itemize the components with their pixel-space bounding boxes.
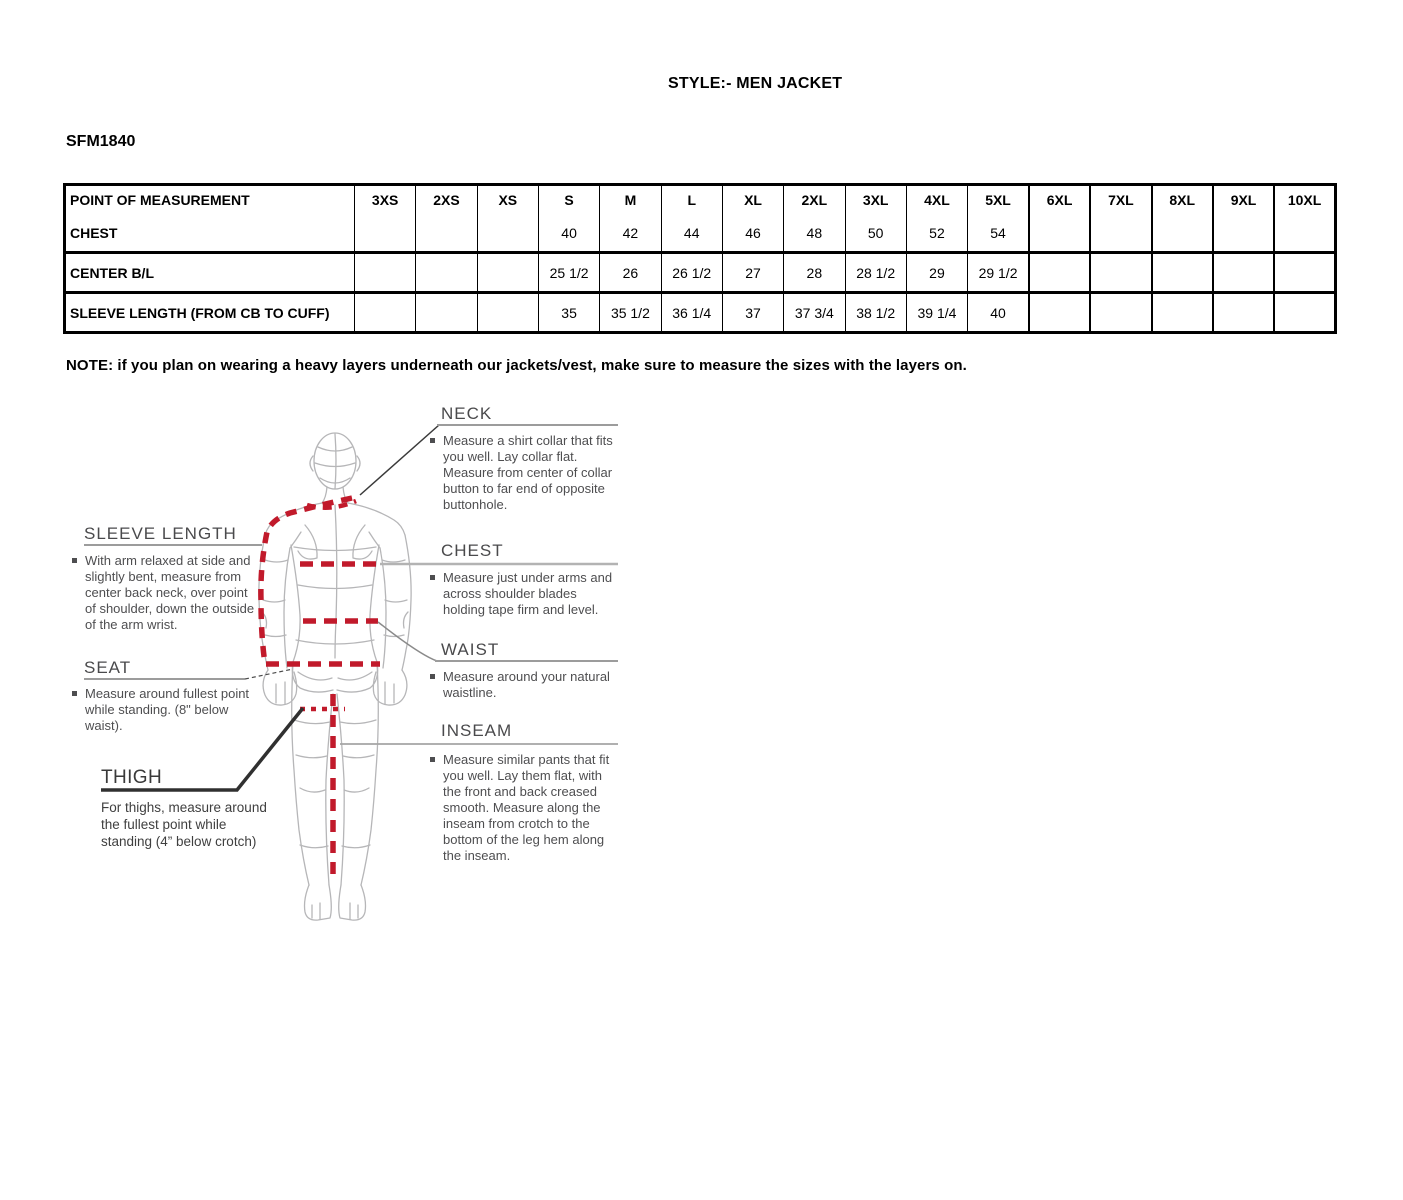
table-cell: 28	[784, 253, 845, 293]
table-cell: 27	[722, 253, 783, 293]
table-row	[65, 214, 1336, 253]
table-cell	[1213, 293, 1274, 333]
guide-text-seat: Measure around fullest point while standing. (8" below waist).	[72, 686, 257, 734]
table-cell	[1274, 293, 1335, 333]
table-cell	[1152, 293, 1213, 333]
table-cell: 54	[968, 214, 1029, 253]
bullet-square	[430, 757, 435, 762]
column-header-size: XS	[477, 185, 538, 215]
column-header-size: M	[600, 185, 661, 215]
neck-dash-line	[307, 501, 356, 508]
column-header-size: 4XL	[906, 185, 967, 215]
guide-text-inseam: Measure similar pants that fit you well. Lay them flat, with the front and back creased smooth. Measure along the inseam from crotch to the bottom of the leg hem along the inseam.	[430, 752, 619, 864]
table-cell: 29	[906, 253, 967, 293]
bullet-square	[72, 558, 77, 563]
table-cell	[355, 293, 416, 333]
guide-heading-waist: WAIST	[441, 640, 500, 659]
bullet-square	[430, 438, 435, 443]
row-label: CHEST	[65, 214, 355, 253]
table-cell: 28 1/2	[845, 253, 906, 293]
table-cell	[355, 253, 416, 293]
column-header-size: 3XL	[845, 185, 906, 215]
guide-heading-chest: CHEST	[441, 541, 504, 560]
table-cell: 38 1/2	[845, 293, 906, 333]
table-cell	[1090, 214, 1151, 253]
column-header-size: 8XL	[1152, 185, 1213, 215]
guide-heading-seat: SEAT	[84, 658, 132, 677]
table-cell	[1152, 214, 1213, 253]
table-cell	[1029, 253, 1090, 293]
table-cell	[1090, 253, 1151, 293]
column-header-size: 7XL	[1090, 185, 1151, 215]
table-cell	[355, 214, 416, 253]
size-table	[63, 183, 1337, 334]
table-cell: 29 1/2	[968, 253, 1029, 293]
guide-text-chest: Measure just under arms and across shoulder blades holding tape firm and level.	[430, 570, 619, 618]
guide-heading-neck: NECK	[441, 404, 493, 423]
guide-text-thigh: For thighs, measure around the fullest point while standing (4” below crotch)	[101, 800, 267, 849]
column-header-point-of-measurement: POINT OF MEASUREMENT	[65, 185, 355, 215]
guide-heading-thigh: THIGH	[101, 767, 163, 788]
column-header-size: 10XL	[1274, 185, 1335, 215]
table-cell: 46	[722, 214, 783, 253]
bullet-square	[72, 691, 77, 696]
body-wireframe	[259, 433, 411, 920]
guide-heading-sleeve-length: SLEEVE LENGTH	[84, 524, 237, 543]
guide-text-sleeve-length: With arm relaxed at side and slightly bent, measure from center back neck, over point of shoulder, down the outside of the arm wrist.	[72, 553, 257, 633]
bullet-square	[430, 674, 435, 679]
table-cell: 48	[784, 214, 845, 253]
column-header-size: 2XS	[416, 185, 477, 215]
table-cell: 37 3/4	[784, 293, 845, 333]
table-cell	[477, 214, 538, 253]
column-header-size: S	[538, 185, 599, 215]
table-row	[65, 293, 1336, 333]
table-cell: 35 1/2	[600, 293, 661, 333]
table-cell	[1029, 214, 1090, 253]
table-cell	[477, 293, 538, 333]
table-cell: 40	[968, 293, 1029, 333]
table-cell: 26 1/2	[661, 253, 722, 293]
column-header-size: 5XL	[968, 185, 1029, 215]
table-cell: 44	[661, 214, 722, 253]
table-cell	[1090, 293, 1151, 333]
table-cell: 37	[722, 293, 783, 333]
table-cell	[1274, 214, 1335, 253]
table-cell: 35	[538, 293, 599, 333]
table-cell: 25 1/2	[538, 253, 599, 293]
sleeve-dash-line	[261, 498, 352, 664]
guide-heading-inseam: INSEAM	[441, 721, 513, 740]
column-header-size: XL	[722, 185, 783, 215]
row-label: SLEEVE LENGTH (FROM CB TO CUFF)	[65, 293, 355, 333]
note-text: NOTE: if you plan on wearing a heavy layers underneath our jackets/vest, make sure to measure the sizes with the layers on.	[66, 357, 967, 374]
style-code: SFM1840	[66, 133, 136, 150]
column-header-size: 6XL	[1029, 185, 1090, 215]
table-cell: 52	[906, 214, 967, 253]
table-cell: 26	[600, 253, 661, 293]
header-row	[65, 185, 1336, 215]
table-cell	[416, 293, 477, 333]
guide-text-neck: Measure a shirt collar that fits you well. Lay collar flat. Measure from center of collar button to far end of opposite buttonhole.	[430, 433, 619, 513]
table-cell	[1274, 253, 1335, 293]
table-cell	[1213, 253, 1274, 293]
bullet-square	[430, 575, 435, 580]
table-cell	[1029, 293, 1090, 333]
size-table-body	[65, 214, 1336, 333]
table-cell: 42	[600, 214, 661, 253]
table-cell: 36 1/4	[661, 293, 722, 333]
table-cell	[416, 253, 477, 293]
column-header-size: L	[661, 185, 722, 215]
table-cell	[1152, 253, 1213, 293]
table-cell: 50	[845, 214, 906, 253]
size-table-head	[65, 185, 1336, 215]
column-header-size: 3XS	[355, 185, 416, 215]
column-header-size: 2XL	[784, 185, 845, 215]
table-cell: 39 1/4	[906, 293, 967, 333]
page-title: STYLE:- MEN JACKET	[668, 75, 843, 92]
row-label: CENTER B/L	[65, 253, 355, 293]
column-header-size: 9XL	[1213, 185, 1274, 215]
table-cell: 40	[538, 214, 599, 253]
table-cell	[477, 253, 538, 293]
table-row	[65, 253, 1336, 293]
guide-text-waist: Measure around your natural waistline.	[430, 669, 619, 701]
table-cell	[416, 214, 477, 253]
measurement-dash-lines	[261, 498, 380, 880]
table-cell	[1213, 214, 1274, 253]
